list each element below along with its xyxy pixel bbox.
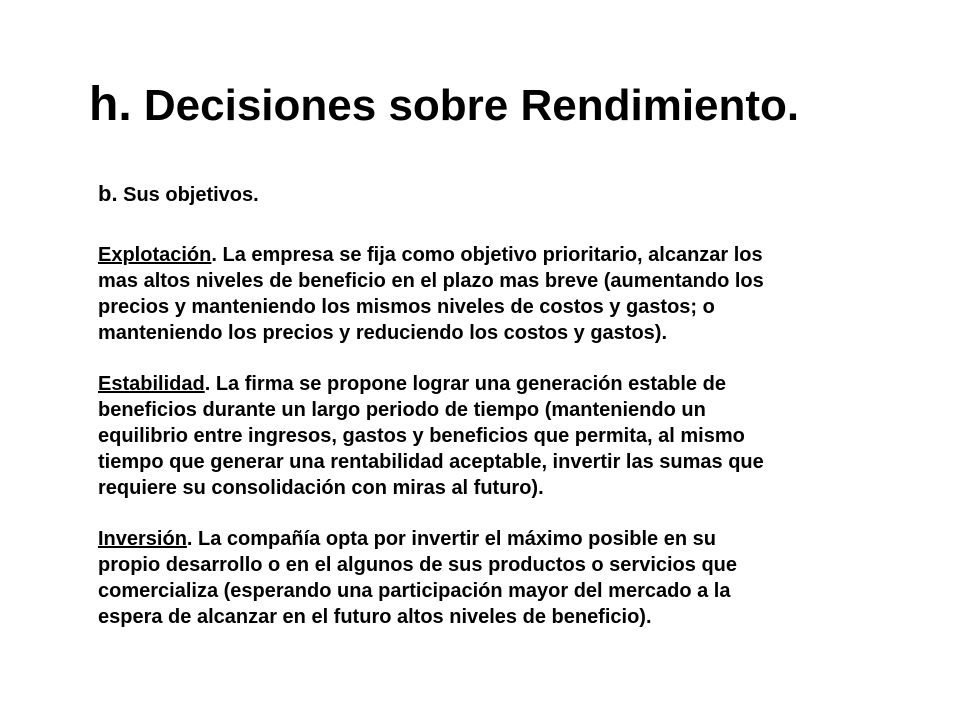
- paragraph-line: [98, 526, 918, 552]
- paragraph-line: mas altos niveles de beneficio en el plazo mas breve (aumentando los: [98, 270, 764, 292]
- line-text: . La compañía opta por invertir el máximo posible en su: [186, 528, 716, 550]
- spacer: [98, 346, 918, 371]
- paragraph-line: tiempo que generar una rentabilidad aceptable, invertir las sumas que: [98, 451, 764, 473]
- subtitle-letter: b.: [98, 181, 118, 206]
- subtitle: [98, 180, 918, 209]
- slide-title: [89, 74, 799, 137]
- paragraph-line: equilibrio entre ingresos, gastos y beneficios que permita, al mismo: [98, 425, 745, 447]
- paragraph-line: [98, 371, 918, 397]
- term-explotacion: Explotación: [98, 244, 212, 266]
- slide-body: [98, 180, 918, 630]
- spacer: [98, 209, 918, 242]
- paragraph-line: [98, 242, 918, 268]
- paragraph-line: manteniendo los precios y reduciendo los costos y gastos).: [98, 322, 668, 344]
- paragraph-line: propio desarrollo o en el algunos de sus productos o servicios que: [98, 554, 738, 576]
- line-text: . La empresa se fija como objetivo prioritario, alcanzar los: [211, 244, 763, 266]
- title-text: Decisiones sobre Rendimiento.: [131, 81, 800, 130]
- term-inversion: Inversión: [98, 528, 187, 550]
- paragraph-line: beneficios durante un largo periodo de tiempo (manteniendo un: [98, 399, 706, 421]
- term-estabilidad: Estabilidad: [98, 373, 205, 395]
- paragraph-estabilidad: [98, 371, 918, 501]
- subtitle-text: Sus objetivos.: [117, 184, 259, 206]
- spacer: [98, 501, 918, 526]
- line-text: . La firma se propone lograr una generación estable de: [204, 373, 726, 395]
- paragraph-line: comercializa (esperando una participación mayor del mercado a la: [98, 580, 731, 602]
- paragraph-inversion: [98, 526, 918, 630]
- paragraph-explotacion: [98, 242, 918, 346]
- paragraph-line: requiere su consolidación con miras al futuro).: [98, 477, 544, 499]
- paragraph-line: precios y manteniendo los mismos niveles de costos y gastos; o: [98, 296, 715, 318]
- paragraph-line: espera de alcanzar en el futuro altos niveles de beneficio).: [98, 606, 652, 628]
- title-letter: h.: [89, 78, 132, 131]
